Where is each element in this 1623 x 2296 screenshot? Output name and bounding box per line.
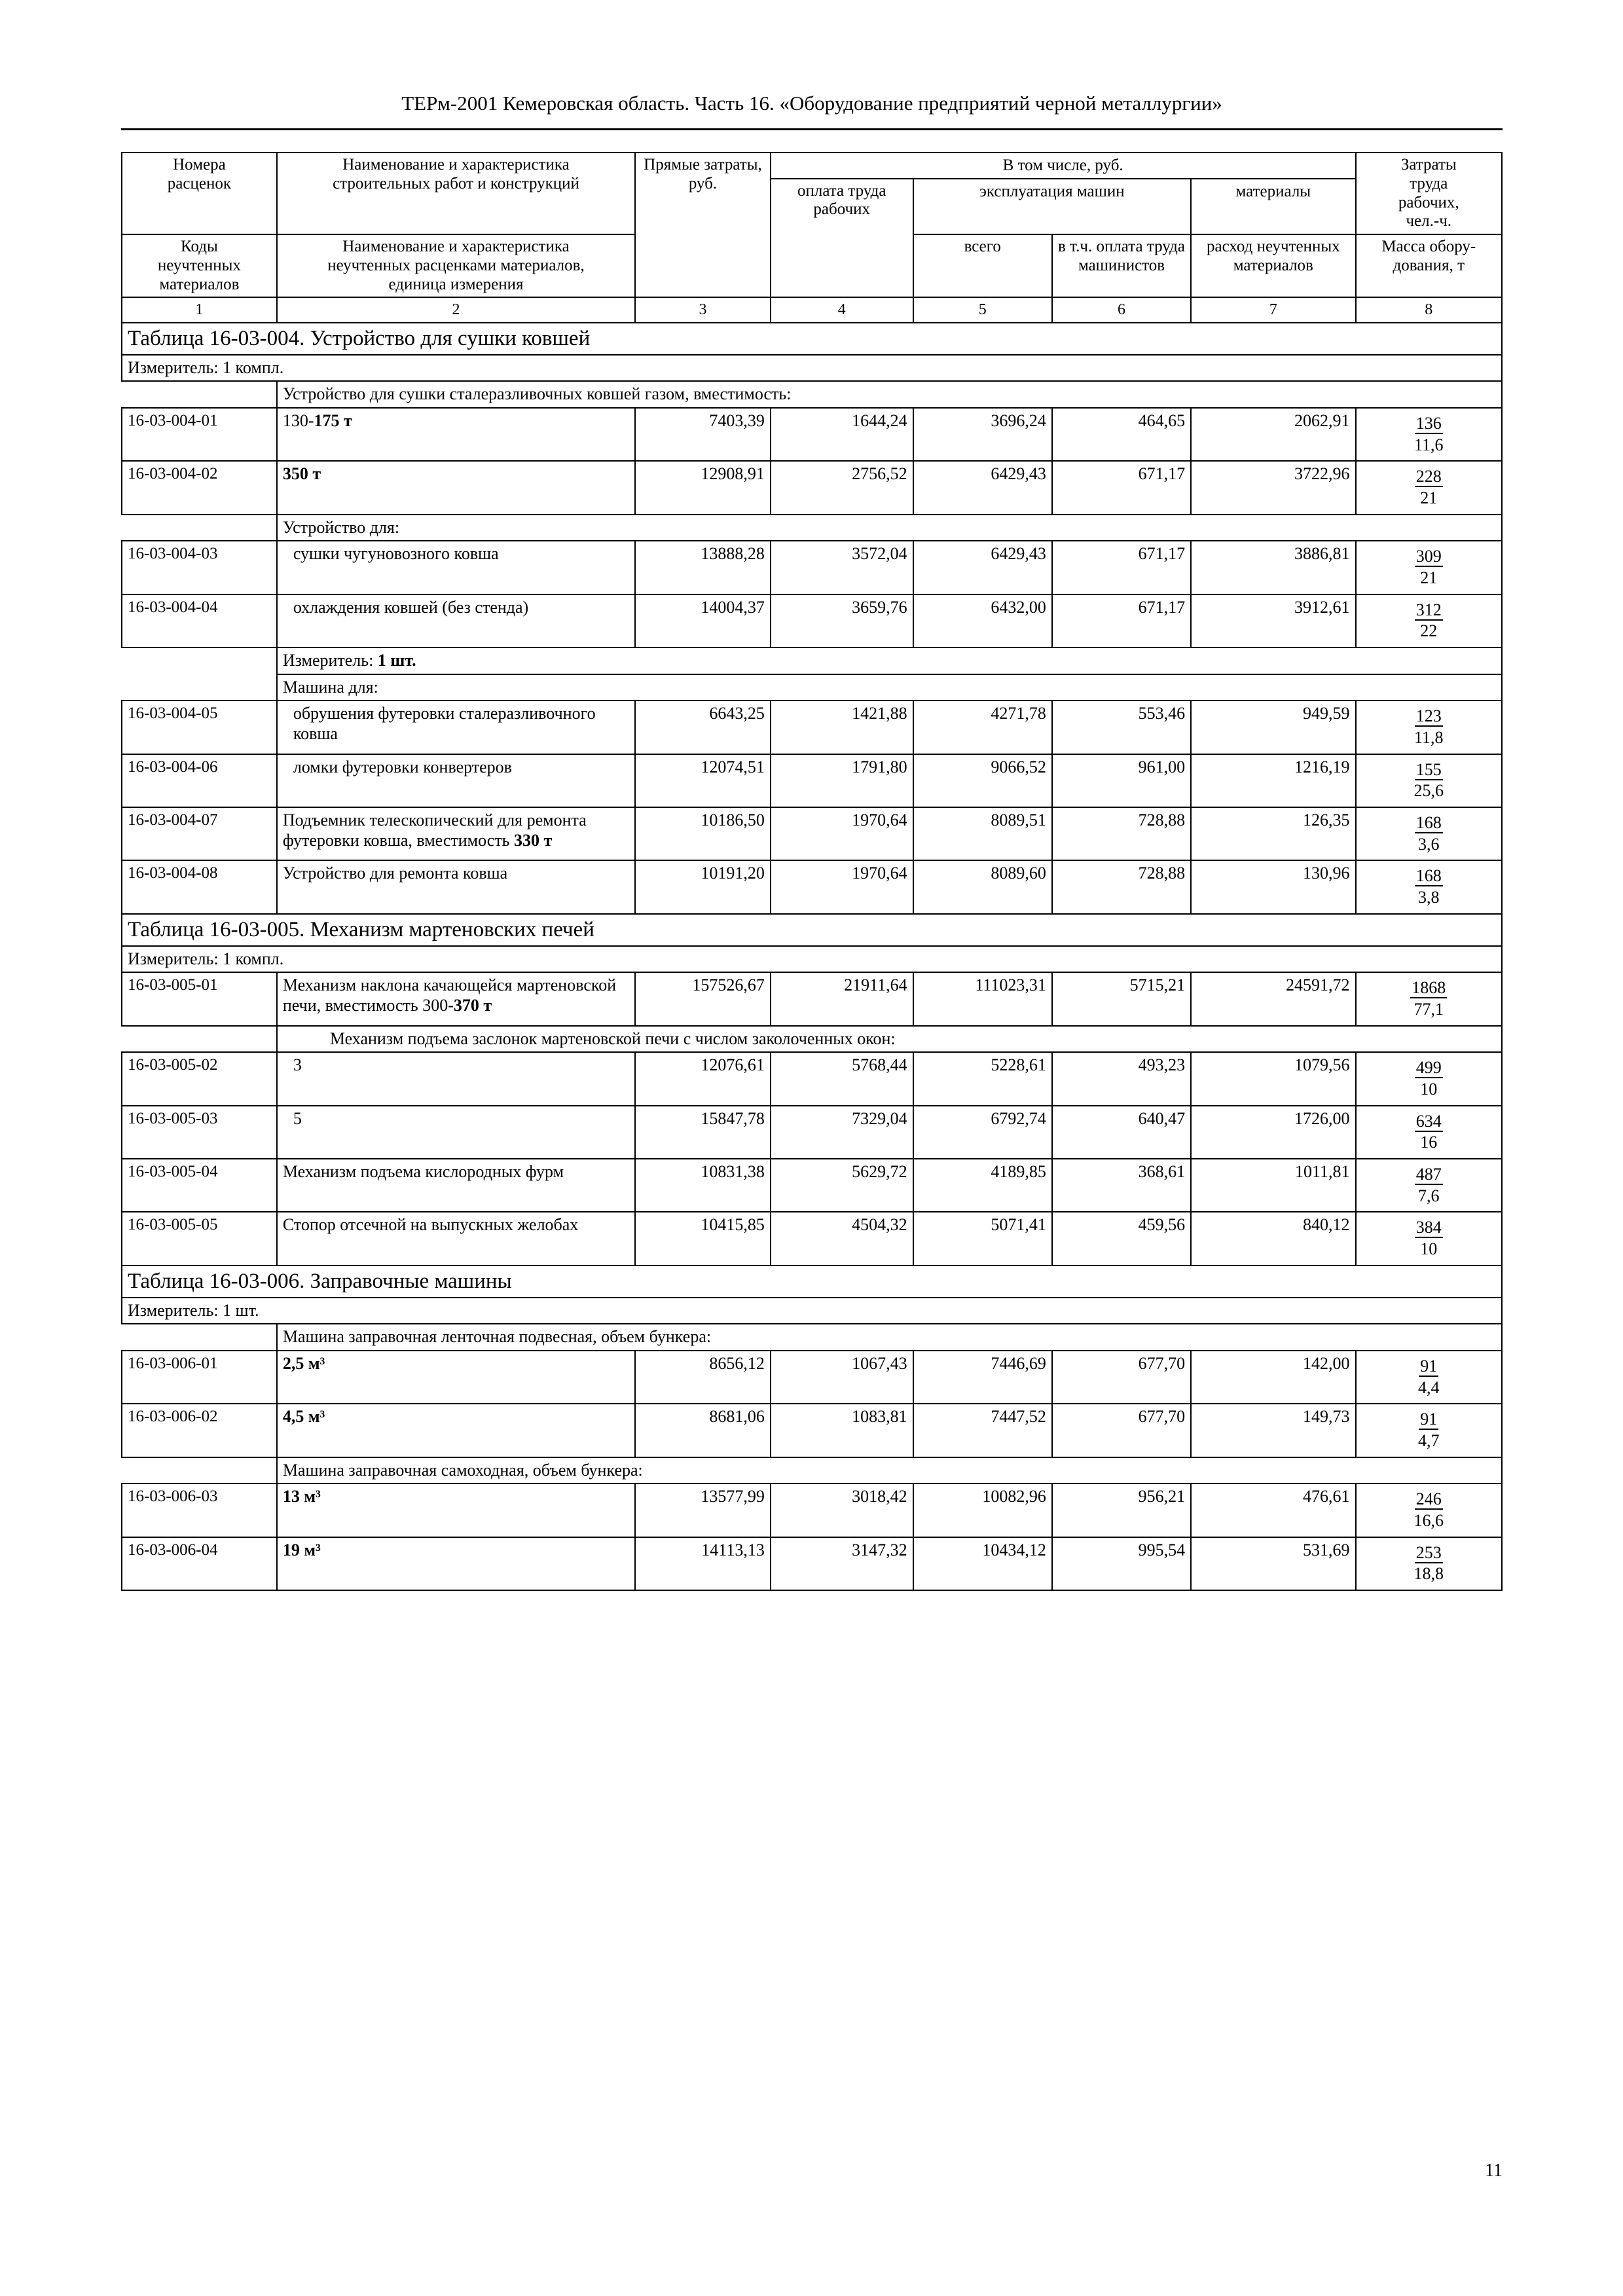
labor-mass: [1356, 1351, 1502, 1404]
section-title-row: [122, 914, 1502, 946]
group-empty-cell: [122, 515, 277, 541]
rate-code: 16-03-006-03: [122, 1484, 277, 1537]
labor-mass: [1356, 461, 1502, 514]
column-number: 4: [771, 297, 913, 322]
machinist-wages: 464,65: [1052, 408, 1191, 461]
rate-code: 16-03-004-08: [122, 860, 277, 913]
machinist-wages: 368,61: [1052, 1159, 1191, 1212]
meter-label: Измеритель: 1 компл.: [122, 946, 1502, 973]
wages: 7329,04: [771, 1106, 913, 1159]
rate-name: охлаждения ковшей (без стенда): [277, 594, 635, 647]
labor-mass: [1356, 1159, 1502, 1212]
direct-costs: 7403,39: [635, 408, 771, 461]
labor-hours: 91: [1420, 1410, 1438, 1429]
meter-row: [122, 1298, 1502, 1324]
labor-hours: 309: [1415, 547, 1442, 566]
header-text: В том числе, руб.: [1002, 156, 1123, 174]
page-number: 11: [1485, 2160, 1503, 2181]
rate-name: обрушения футеровки сталеразливочного ковша: [277, 701, 635, 754]
rate-code: 16-03-005-03: [122, 1106, 277, 1159]
header-text: Наименование и характеристика: [342, 238, 570, 255]
rate-name: 2,5 м³: [277, 1351, 635, 1404]
rate-code: 16-03-004-07: [122, 807, 277, 860]
group-heading-row: [122, 674, 1502, 701]
machinist-wages: 956,21: [1052, 1484, 1191, 1537]
column-number: 3: [635, 297, 771, 322]
rate-code: 16-03-006-04: [122, 1537, 277, 1590]
rate-name: ломки футеровки конвертеров: [277, 754, 635, 807]
materials-cost: 531,69: [1191, 1537, 1355, 1590]
header-text: чел.-ч.: [1406, 212, 1452, 230]
group-heading-row: [122, 1026, 1502, 1053]
equipment-mass: 21: [1420, 568, 1438, 587]
labor-mass: [1356, 594, 1502, 647]
header-cell-codes: [122, 153, 277, 234]
rate-code: 16-03-004-03: [122, 541, 277, 594]
header-text: расценок: [167, 174, 231, 192]
group-heading-row: [122, 1457, 1502, 1484]
machines-total: 4271,78: [913, 701, 1052, 754]
header-cell-materials-consumption: [1191, 234, 1355, 297]
equipment-mass: 16,6: [1413, 1510, 1444, 1530]
labor-mass: [1356, 701, 1502, 754]
header-text: в т.ч. оплата труда машинистов: [1058, 238, 1185, 274]
section-title: Таблица 16-03-005. Механизм мартеновских печей: [122, 914, 1502, 946]
group-heading: Машина для:: [277, 674, 1502, 701]
section-title-row: [122, 323, 1502, 355]
group-heading: Машина заправочная самоходная, объем бункера:: [277, 1457, 1502, 1484]
machines-total: 8089,60: [913, 860, 1052, 913]
direct-costs: 14004,37: [635, 594, 771, 647]
wages: 1644,24: [771, 408, 913, 461]
column-number: 6: [1052, 297, 1191, 322]
rate-code: 16-03-005-01: [122, 972, 277, 1025]
direct-costs: 6643,25: [635, 701, 771, 754]
labor-hours: 1868: [1412, 978, 1446, 998]
wages: 4504,32: [771, 1212, 913, 1265]
column-numbers-row: [122, 297, 1502, 322]
equipment-mass: 4,7: [1418, 1430, 1440, 1450]
table-row: [122, 594, 1502, 647]
labor-hours: 168: [1415, 866, 1442, 886]
meter-label: Измеритель: 1 шт.: [277, 647, 1502, 674]
labor-mass: [1356, 1404, 1502, 1457]
direct-costs: 12074,51: [635, 754, 771, 807]
machines-total: 6429,43: [913, 541, 1052, 594]
machinist-wages: 728,88: [1052, 807, 1191, 860]
page-header: ТЕРм-2001 Кемеровская область. Часть 16. «Оборудование предприятий черной металлургии»: [401, 92, 1222, 115]
machinist-wages: 677,70: [1052, 1351, 1191, 1404]
materials-cost: 1079,56: [1191, 1052, 1355, 1105]
machines-total: 111023,31: [913, 972, 1052, 1025]
equipment-mass: 22: [1420, 621, 1438, 641]
materials-cost: 949,59: [1191, 701, 1355, 754]
direct-costs: 10191,20: [635, 860, 771, 913]
machinist-wages: 553,46: [1052, 701, 1191, 754]
rate-name: 19 м³: [277, 1537, 635, 1590]
header-cell-including: [771, 153, 1356, 179]
rate-name: Механизм подъема кислородных фурм: [277, 1159, 635, 1212]
materials-cost: 3886,81: [1191, 541, 1355, 594]
materials-cost: 3912,61: [1191, 594, 1355, 647]
labor-mass: [1356, 1484, 1502, 1537]
rate-name: 350 т: [277, 461, 635, 514]
machinist-wages: 459,56: [1052, 1212, 1191, 1265]
labor-hours: 155: [1415, 759, 1442, 779]
equipment-mass: 11,8: [1413, 727, 1444, 747]
header-text: всего: [964, 238, 1001, 255]
materials-cost: 840,12: [1191, 1212, 1355, 1265]
header-cell-machines-total: [913, 234, 1052, 297]
rate-name: 4,5 м³: [277, 1404, 635, 1457]
group-heading: Машина заправочная ленточная подвесная, объем бункера:: [277, 1324, 1502, 1351]
header-text: Наименование и характеристика: [342, 156, 570, 173]
labor-hours: 168: [1415, 812, 1442, 832]
header-text: неучтенных расценками материалов,: [327, 256, 585, 274]
labor-mass: [1356, 541, 1502, 594]
header-text: Коды: [181, 238, 218, 255]
header-text: Масса обору-: [1381, 238, 1476, 255]
machinist-wages: 640,47: [1052, 1106, 1191, 1159]
machines-total: 5228,61: [913, 1052, 1052, 1105]
rate-name: 130-175 т: [277, 408, 635, 461]
rate-name: Стопор отсечной на выпускных желобах: [277, 1212, 635, 1265]
equipment-mass: 10: [1420, 1079, 1438, 1099]
column-number: 8: [1356, 297, 1502, 322]
table-row: [122, 1537, 1502, 1590]
wages: 3572,04: [771, 541, 913, 594]
materials-cost: 476,61: [1191, 1484, 1355, 1537]
column-number: 7: [1191, 297, 1355, 322]
machinist-wages: 493,23: [1052, 1052, 1191, 1105]
header-cell-codes-sub: [122, 234, 277, 297]
labor-mass: [1356, 754, 1502, 807]
labor-mass: [1356, 860, 1502, 913]
header-cell-machines: [913, 179, 1191, 235]
rate-code: 16-03-006-01: [122, 1351, 277, 1404]
group-empty-cell: [122, 381, 277, 408]
header-text: дования, т: [1393, 256, 1465, 274]
rates-table: [121, 152, 1503, 1591]
machines-total: 10434,12: [913, 1537, 1052, 1590]
materials-cost: 142,00: [1191, 1351, 1355, 1404]
header-text: Затраты: [1400, 156, 1457, 173]
machinist-wages: 961,00: [1052, 754, 1191, 807]
wages: 1067,43: [771, 1351, 913, 1404]
group-heading: Механизм подъема заслонок мартеновской печи с числом заколоченных окон:: [277, 1026, 1502, 1053]
header-cell-equipment-mass: [1356, 234, 1502, 297]
group-heading-row: [122, 381, 1502, 408]
wages: 5629,72: [771, 1159, 913, 1212]
labor-mass: [1356, 972, 1502, 1025]
materials-cost: 126,35: [1191, 807, 1355, 860]
column-number: 5: [913, 297, 1052, 322]
header-text: оплата труда рабочих: [797, 181, 886, 219]
direct-costs: 8681,06: [635, 1404, 771, 1457]
labor-mass: [1356, 1052, 1502, 1105]
header-text: неучтенных: [157, 256, 241, 274]
rate-code: 16-03-005-04: [122, 1159, 277, 1212]
rate-name: Подъемник телескопический для ремонта футеровки ковша, вместимость 330 т: [277, 807, 635, 860]
rate-name: 3: [277, 1052, 635, 1105]
machines-total: 4189,85: [913, 1159, 1052, 1212]
materials-cost: 1726,00: [1191, 1106, 1355, 1159]
machinist-wages: 677,70: [1052, 1404, 1191, 1457]
equipment-mass: 18,8: [1413, 1564, 1444, 1584]
header-text: материалы: [1235, 182, 1311, 200]
rate-code: 16-03-004-02: [122, 461, 277, 514]
machinist-wages: 5715,21: [1052, 972, 1191, 1025]
machinist-wages: 671,17: [1052, 461, 1191, 514]
machines-total: 7447,52: [913, 1404, 1052, 1457]
header-text: Номера: [173, 156, 226, 173]
machines-total: 10082,96: [913, 1484, 1052, 1537]
rate-name: сушки чугуновозного ковша: [277, 541, 635, 594]
wages: 1083,81: [771, 1404, 913, 1457]
section-title-row: [122, 1266, 1502, 1298]
labor-hours: 246: [1415, 1489, 1442, 1509]
direct-costs: 13577,99: [635, 1484, 771, 1537]
wages: 1421,88: [771, 701, 913, 754]
materials-cost: 2062,91: [1191, 408, 1355, 461]
equipment-mass: 4,4: [1418, 1377, 1440, 1397]
materials-cost: 130,96: [1191, 860, 1355, 913]
header-cell-machinist-wages: [1052, 234, 1191, 297]
labor-hours: 634: [1415, 1111, 1442, 1131]
labor-mass: [1356, 1212, 1502, 1265]
group-empty-cell: [122, 1026, 277, 1053]
rate-name: 5: [277, 1106, 635, 1159]
labor-hours: 91: [1420, 1356, 1438, 1376]
materials-cost: 3722,96: [1191, 461, 1355, 514]
meter-row: [122, 355, 1502, 382]
direct-costs: 8656,12: [635, 1351, 771, 1404]
labor-hours: 384: [1415, 1218, 1442, 1237]
group-empty-cell: [122, 1324, 277, 1351]
materials-cost: 1011,81: [1191, 1159, 1355, 1212]
header-text: строительных работ и конструкций: [333, 174, 579, 192]
materials-cost: 24591,72: [1191, 972, 1355, 1025]
table-header-row-1: [122, 153, 1502, 179]
group-empty-cell: [122, 1457, 277, 1484]
section-title: Таблица 16-03-004. Устройство для сушки ковшей: [122, 323, 1502, 355]
labor-hours: 228: [1415, 467, 1442, 486]
table-row: [122, 1052, 1502, 1105]
equipment-mass: 3,6: [1418, 834, 1440, 854]
table-row: [122, 1404, 1502, 1457]
materials-cost: 149,73: [1191, 1404, 1355, 1457]
machines-total: 7446,69: [913, 1351, 1052, 1404]
wages: 5768,44: [771, 1052, 913, 1105]
equipment-mass: 21: [1420, 488, 1438, 507]
header-text: труда: [1410, 174, 1448, 192]
rate-name: Устройство для ремонта ковша: [277, 860, 635, 913]
rate-code: 16-03-004-05: [122, 701, 277, 754]
labor-mass: [1356, 408, 1502, 461]
rate-name: Механизм наклона качающейся мартеновской печи, вместимость 300-370 т: [277, 972, 635, 1025]
direct-costs: 13888,28: [635, 541, 771, 594]
machinist-wages: 728,88: [1052, 860, 1191, 913]
section-title: Таблица 16-03-006. Заправочные машины: [122, 1266, 1502, 1298]
wages: 1970,64: [771, 807, 913, 860]
equipment-mass: 10: [1420, 1239, 1438, 1258]
rate-name: 13 м³: [277, 1484, 635, 1537]
equipment-mass: 77,1: [1413, 999, 1444, 1019]
meter-label: Измеритель: 1 компл.: [122, 355, 1502, 382]
column-number: 2: [277, 297, 635, 322]
table-row: [122, 461, 1502, 514]
wages: 3147,32: [771, 1537, 913, 1590]
table-row: [122, 541, 1502, 594]
group-heading-row: [122, 1324, 1502, 1351]
wages: 3659,76: [771, 594, 913, 647]
header-divider: [121, 128, 1503, 130]
table-row: [122, 1159, 1502, 1212]
table-row: [122, 1351, 1502, 1404]
group-empty-cell: [122, 674, 277, 701]
equipment-mass: 3,8: [1418, 887, 1440, 907]
labor-hours: 123: [1415, 706, 1442, 726]
rate-code: 16-03-006-02: [122, 1404, 277, 1457]
labor-hours: 253: [1415, 1542, 1442, 1562]
header-text: эксплуатация машин: [979, 182, 1125, 200]
table-row: [122, 972, 1502, 1025]
wages: 1791,80: [771, 754, 913, 807]
table-row: [122, 860, 1502, 913]
header-text: рабочих,: [1398, 193, 1459, 211]
machines-total: 5071,41: [913, 1212, 1052, 1265]
labor-mass: [1356, 807, 1502, 860]
header-text: единица измерения: [388, 275, 524, 293]
rate-code: 16-03-004-04: [122, 594, 277, 647]
table-row: [122, 807, 1502, 860]
equipment-mass: 7,6: [1418, 1186, 1440, 1205]
machines-total: 6429,43: [913, 461, 1052, 514]
rate-code: 16-03-005-02: [122, 1052, 277, 1105]
header-cell-materials: [1191, 179, 1355, 235]
header-cell-direct-costs: [635, 153, 771, 297]
rate-code: 16-03-005-05: [122, 1212, 277, 1265]
machines-total: 9066,52: [913, 754, 1052, 807]
wages: 3018,42: [771, 1484, 913, 1537]
machines-total: 8089,51: [913, 807, 1052, 860]
direct-costs: 12908,91: [635, 461, 771, 514]
wages: 1970,64: [771, 860, 913, 913]
equipment-mass: 16: [1420, 1133, 1438, 1152]
direct-costs: 10831,38: [635, 1159, 771, 1212]
equipment-mass: 11,6: [1413, 435, 1444, 454]
labor-mass: [1356, 1537, 1502, 1590]
header-text: материалов: [159, 275, 240, 293]
header-cell-labor: [1356, 153, 1502, 234]
rate-code: 16-03-004-01: [122, 408, 277, 461]
labor-hours: 499: [1415, 1058, 1442, 1078]
direct-costs: 10415,85: [635, 1212, 771, 1265]
machinist-wages: 671,17: [1052, 541, 1191, 594]
table-row: [122, 408, 1502, 461]
column-number: 1: [122, 297, 277, 322]
table-row: [122, 1212, 1502, 1265]
equipment-mass: 25,6: [1413, 781, 1444, 801]
direct-costs: 157526,67: [635, 972, 771, 1025]
labor-mass: [1356, 1106, 1502, 1159]
meter-label: Измеритель: 1 шт.: [122, 1298, 1502, 1324]
table-row: [122, 1106, 1502, 1159]
header-cell-wages: [771, 179, 913, 298]
machines-total: 3696,24: [913, 408, 1052, 461]
header-cell-name-sub: [277, 234, 635, 297]
labor-hours: 136: [1415, 413, 1442, 433]
wages: 2756,52: [771, 461, 913, 514]
header-text: расход неучтенных материалов: [1206, 238, 1340, 274]
group-heading: Устройство для:: [277, 515, 1502, 541]
header-cell-name: [277, 153, 635, 234]
meter-row: [122, 946, 1502, 973]
header-text: Прямые затраты, руб.: [644, 156, 762, 192]
machines-total: 6432,00: [913, 594, 1052, 647]
machinist-wages: 671,17: [1052, 594, 1191, 647]
table-row: [122, 754, 1502, 807]
rate-code: 16-03-004-06: [122, 754, 277, 807]
group-empty-cell: [122, 647, 277, 674]
table-row: [122, 1484, 1502, 1537]
table-row: [122, 701, 1502, 754]
direct-costs: 10186,50: [635, 807, 771, 860]
machines-total: 6792,74: [913, 1106, 1052, 1159]
wages: 21911,64: [771, 972, 913, 1025]
direct-costs: 12076,61: [635, 1052, 771, 1105]
machinist-wages: 995,54: [1052, 1537, 1191, 1590]
labor-hours: 487: [1415, 1164, 1442, 1184]
direct-costs: 14113,13: [635, 1537, 771, 1590]
group-heading: Устройство для сушки сталеразливочных ковшей газом, вместимость:: [277, 381, 1502, 408]
materials-cost: 1216,19: [1191, 754, 1355, 807]
labor-hours: 312: [1415, 600, 1442, 619]
direct-costs: 15847,78: [635, 1106, 771, 1159]
meter-row-inline: [122, 647, 1502, 674]
group-heading-row: [122, 515, 1502, 541]
